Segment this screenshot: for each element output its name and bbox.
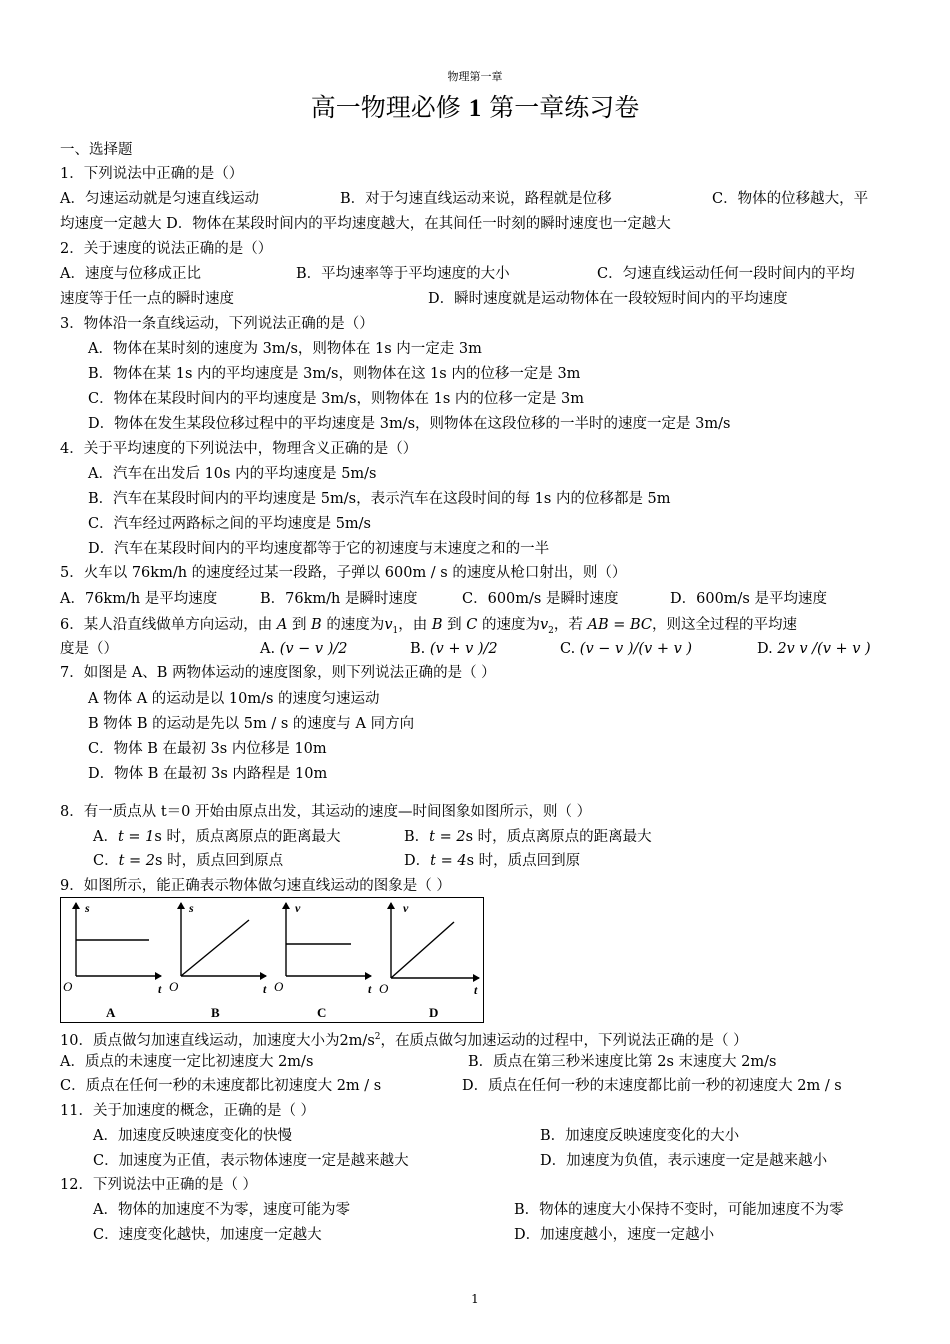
- page-header: 物理第一章: [447, 70, 503, 83]
- q1-line2: 均速度一定越大 D．物体在某段时间内的平均速度越大，在其间任一时刻的瞬时速度也一定越大: [60, 216, 671, 232]
- q9-stem: 9．如图所示，能正确表示物体做匀速直线运动的图象是（ ）: [60, 878, 451, 894]
- q2-stem: 2．关于速度的说法正确的是（）: [60, 241, 273, 257]
- q2-option-a: A．速度与位移成正比: [60, 266, 201, 282]
- q10-option-a: A．质点的未速度一定比初速度大 2m/s: [60, 1054, 314, 1070]
- graph-d-line: [391, 922, 454, 978]
- q4-option-a: A．汽车在出发后 10s 内的平均速度是 5m/s: [88, 466, 377, 482]
- q3-option-a: A．物体在某时刻的速度为 3m/s，则物体在 1s 内一定走 3m: [88, 341, 482, 357]
- graph-a: [63, 901, 162, 1020]
- page-number: 1: [471, 1292, 479, 1306]
- q3-option-d: D．物体在发生某段位移过程中的平均速度是 3m/s，则物体在这段位移的一半时的速度一定是 3m/s: [88, 416, 731, 432]
- graph-d-ylabel: v: [403, 901, 409, 915]
- graph-b-origin: O: [169, 979, 179, 994]
- section-heading: 一、选择题: [60, 142, 133, 158]
- graph-a-xlabel: t: [158, 982, 162, 996]
- q4-stem: 4．关于平均速度的下列说法中，物理含义正确的是（）: [60, 441, 418, 457]
- graph-d: [379, 901, 479, 1020]
- q6-line2: 度是（）: [60, 641, 118, 657]
- graph-d-origin: O: [379, 981, 389, 996]
- q2-option-c: C．匀速直线运动任何一段时间内的平均: [597, 266, 855, 282]
- graph-d-caption: D: [429, 1005, 439, 1020]
- q6-option-a: A. (v − v )/2: [260, 641, 348, 657]
- q11-option-a: A．加速度反映速度变化的快慢: [93, 1128, 292, 1144]
- q7-option-a: A 物体 A 的运动是以 10m/s 的速度匀速运动: [88, 691, 380, 707]
- q2-option-d: D．瞬时速度就是运动物体在一段较短时间内的平均速度: [428, 291, 788, 307]
- q12-option-c: C．速度变化越快，加速度一定越大: [93, 1227, 322, 1243]
- q4-option-c: C．汽车经过两路标之间的平均速度是 5m/s: [88, 516, 372, 532]
- graph-b: [169, 901, 267, 1020]
- graph-c-ylabel: v: [295, 901, 301, 915]
- q11-option-b: B．加速度反映速度变化的大小: [540, 1128, 740, 1144]
- graph-c: [274, 901, 372, 1020]
- title-suffix: 第一章练习卷: [489, 93, 640, 122]
- q1-option-b: B．对于匀速直线运动来说，路程就是位移: [340, 191, 612, 207]
- q1-option-c: C．物体的位移越大，平: [712, 191, 869, 207]
- title-number: 1: [468, 95, 482, 122]
- q12-stem: 12．下列说法中正确的是（ ）: [60, 1177, 258, 1193]
- q9-figure: [60, 897, 484, 1023]
- graph-b-line: [181, 920, 249, 976]
- graph-a-caption: A: [106, 1005, 116, 1020]
- graph-b-xlabel: t: [263, 982, 267, 996]
- q6-stem: 6．某人沿直线做单方向运动，由 A 到 B 的速度为$v_1$，由 B 到 C 的速度为$v_2$，若 AB = BC，则这全过程的平均速: [60, 617, 798, 636]
- title-prefix: 高一物理必修: [310, 93, 461, 122]
- graph-c-caption: C: [317, 1005, 327, 1020]
- q4-option-d: D．汽车在某段时间内的平均速度都等于它的初速度与末速度之和的一半: [88, 541, 550, 557]
- graph-b-ylabel: s: [189, 901, 194, 915]
- graph-d-xlabel: t: [474, 983, 478, 997]
- q6-option-b: B. (v + v )/2: [410, 641, 498, 657]
- page-title: [0, 88, 950, 124]
- q6-option-d: D. 2v v /(v + v ): [757, 641, 871, 657]
- graph-c-xlabel: t: [368, 982, 372, 996]
- q6-equation: AB = BC: [587, 617, 653, 633]
- q8-option-a: A．t = 1s 时，质点离原点的距离最大: [93, 829, 341, 845]
- q2-option-b: B．平均速率等于平均速度的大小: [296, 266, 510, 282]
- q10-option-c: C．质点在任何一秒的未速度都比初速度大 2m / s: [60, 1078, 382, 1094]
- q12-option-b: B．物体的速度大小保持不变时，可能加速度不为零: [514, 1202, 844, 1218]
- q7-stem: 7．如图是 A、B 两物体运动的速度图象，则下列说法正确的是（ ）: [60, 665, 496, 681]
- q7-option-c: C．物体 B 在最初 3s 内位移是 10m: [88, 741, 327, 757]
- graph-c-origin: O: [274, 979, 284, 994]
- q1-option-a: A．匀速运动就是匀速直线运动: [60, 191, 259, 207]
- graph-a-origin: O: [63, 979, 73, 994]
- q9-graphs-svg: [61, 898, 483, 1022]
- q3-option-b: B．物体在某 1s 内的平均速度是 3m/s，则物体在这 1s 内的位移一定是 3m: [88, 366, 581, 382]
- q5-option-d: D．600m/s 是平均速度: [670, 591, 827, 607]
- q5-stem: 5．火车以 76km/h 的速度经过某一段路，子弹以 600m / s 的速度从枪口射出，则（）: [60, 565, 627, 581]
- q10-stem: 10．质点做匀加速直线运动，加速度大小为$2m/s^2$，在质点做匀加速运动的过程中，下列说法正确的是（ ）: [60, 1032, 748, 1049]
- q7-option-d: D．物体 B 在最初 3s 内路程是 10m: [88, 766, 328, 782]
- graph-a-ylabel: s: [85, 901, 90, 915]
- q12-option-a: A．物体的加速度不为零，速度可能为零: [93, 1202, 350, 1218]
- q5-option-c: C．600m/s 是瞬时速度: [462, 591, 619, 607]
- q3-option-c: C．物体在某段时间内的平均速度是 3m/s，则物体在 1s 内的位移一定是 3m: [88, 391, 584, 407]
- graph-b-caption: B: [211, 1005, 220, 1020]
- q10-option-d: D．质点在任何一秒的末速度都比前一秒的初速度大 2m / s: [462, 1078, 842, 1094]
- q4-option-b: B．汽车在某段时间内的平均速度是 5m/s，表示汽车在这段时间的每 1s 内的位移都是 5m: [88, 491, 671, 507]
- q5-option-a: A．76km/h 是平均速度: [60, 591, 218, 607]
- q6-option-c: C. (v − v )/(v + v ): [560, 641, 693, 657]
- q10-option-b: B．质点在第三秒米速度比第 2s 末速度大 2m/s: [468, 1054, 777, 1070]
- q8-stem: 8．有一质点从 t＝0 开始由原点出发，其运动的速度—时间图象如图所示，则（ ）: [60, 804, 592, 820]
- q8-option-c: C．t = 2s 时，质点回到原点: [93, 853, 284, 869]
- q8-option-b: B．t = 2s 时，质点离原点的距离最大: [404, 829, 652, 845]
- q2-option-c-cont: 速度等于任一点的瞬时速度: [60, 291, 234, 307]
- q1-stem: 1．下列说法中正确的是（）: [60, 166, 244, 182]
- q11-option-d: D．加速度为负值，表示速度一定是越来越小: [540, 1153, 828, 1169]
- q12-option-d: D．加速度越小，速度一定越小: [514, 1227, 715, 1243]
- q8-option-d: D．t = 4s 时，质点回到原: [404, 853, 581, 869]
- q11-stem: 11．关于加速度的概念，正确的是（ ）: [60, 1103, 316, 1119]
- q3-stem: 3．物体沿一条直线运动，下列说法正确的是（）: [60, 316, 374, 332]
- q5-option-b: B．76km/h 是瞬时速度: [260, 591, 418, 607]
- q11-option-c: C．加速度为正值，表示物体速度一定是越来越大: [93, 1153, 409, 1169]
- q7-option-b: B 物体 B 的运动是先以 5m / s 的速度与 A 同方向: [88, 716, 415, 732]
